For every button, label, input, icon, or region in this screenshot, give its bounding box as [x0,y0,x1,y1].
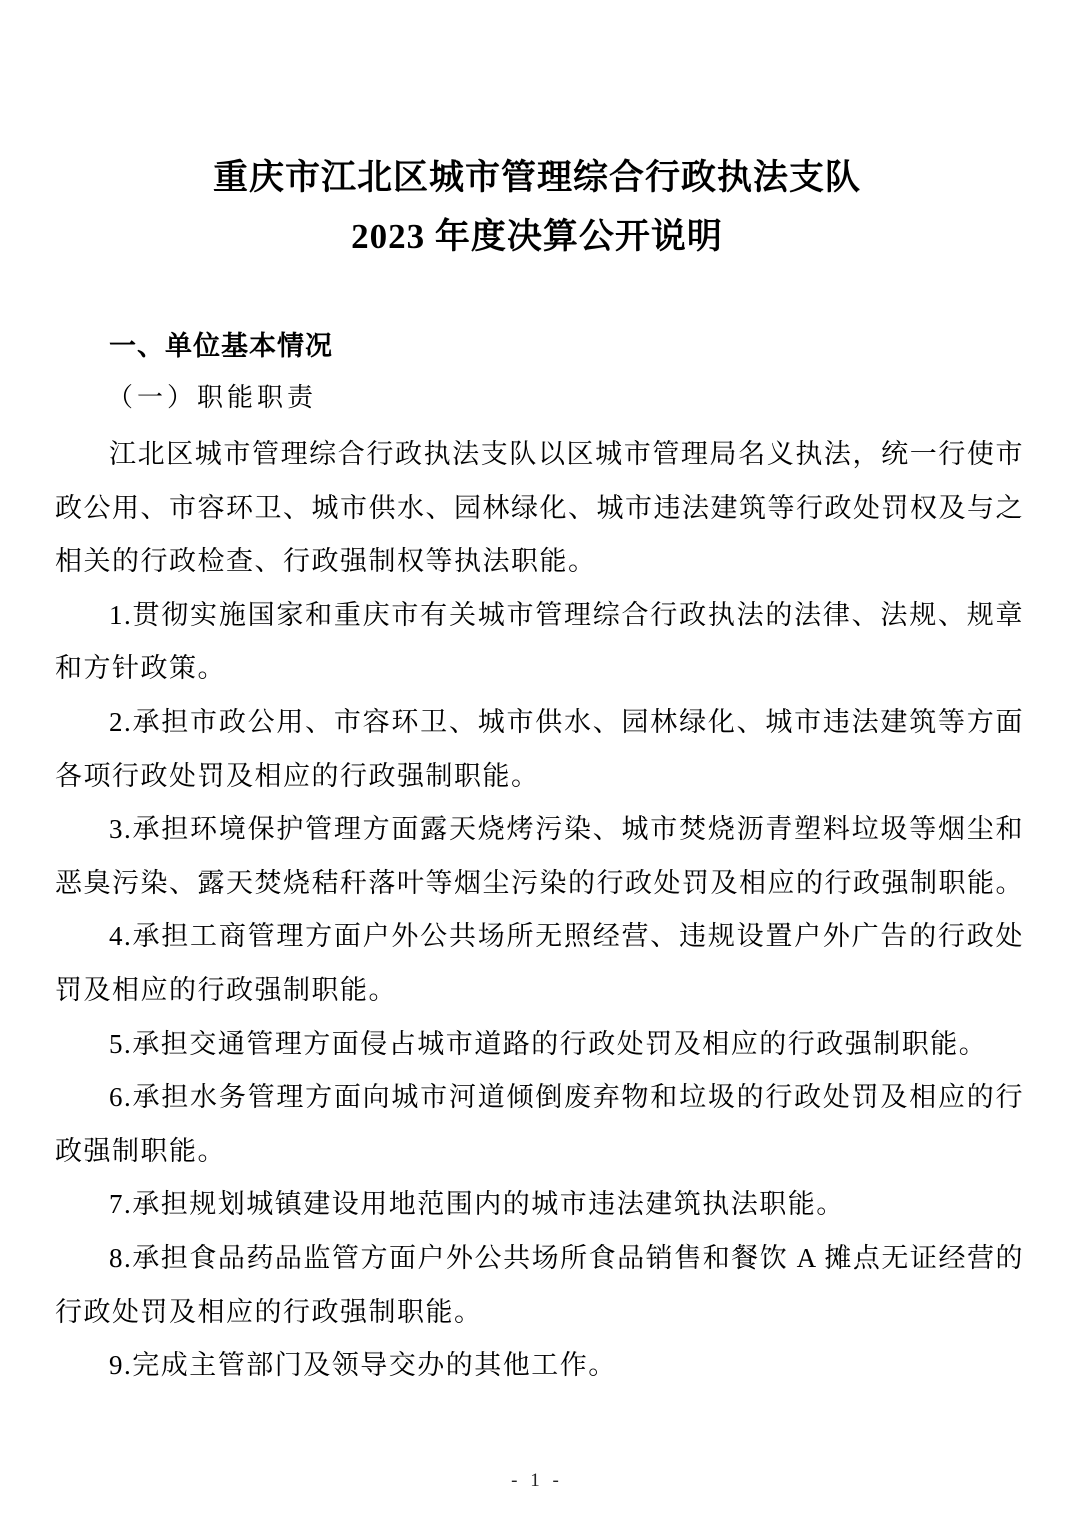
paragraph-duty-7: 7.承担规划城镇建设用地范围内的城市违法建筑执法职能。 [109,1189,845,1220]
document-title-line2: 2023 年度决算公开说明 [351,217,723,256]
page-number: - 1 - [511,1470,563,1491]
paragraph-duty-2: 2.承担市政公用、市容环卫、城市供水、园林绿化、城市违法建筑等方面各项行政处罚及相应的行政强制职能。 [55,706,1024,791]
paragraph-duty-4: 4.承担工商管理方面户外公共场所无照经营、违规设置户外广告的行政处罚及相应的行政强制职能。 [55,921,1024,1005]
paragraph-duty-1: 1.贯彻实施国家和重庆市有关城市管理综合行政执法的法律、法规、规章和方针政策。 [55,599,1024,684]
paragraph-duty-8: 8.承担食品药品监管方面户外公共场所食品销售和餐饮 A 摊点无证经营的行政处罚及相应的行政强制职能。 [55,1242,1024,1327]
paragraph-duty-9: 9.完成主管部门及领导交办的其他工作。 [109,1350,617,1381]
subsection-heading-duties: （一）职能职责 [107,383,318,412]
paragraph-duty-3: 3.承担环境保护管理方面露天烧烤污染、城市焚烧沥青塑料垃圾等烟尘和恶臭污染、露天焚烧秸秆落叶等烟尘污染的行政处罚及相应的行政强制职能。 [55,814,1024,898]
paragraph-duty-6: 6.承担水务管理方面向城市河道倾倒废弃物和垃圾的行政处罚及相应的行政强制职能。 [55,1082,1024,1166]
paragraph-intro: 江北区城市管理综合行政执法支队以区城市管理局名义执法，统一行使市政公用、市容环卫、城市供水、园林绿化、城市违法建筑等行政处罚权及与之相关的行政检查、行政强制权等执法职能。 [55,439,1024,577]
document-title [60,148,1014,266]
body-text [0,428,1074,1393]
paragraph-duty-5: 5.承担交通管理方面侵占城市道路的行政处罚及相应的行政强制职能。 [109,1028,988,1059]
document-title-line1: 重庆市江北区城市管理综合行政执法支队 [212,158,861,197]
section-heading-unit-basic-info: 一、单位基本情况 [109,331,333,361]
